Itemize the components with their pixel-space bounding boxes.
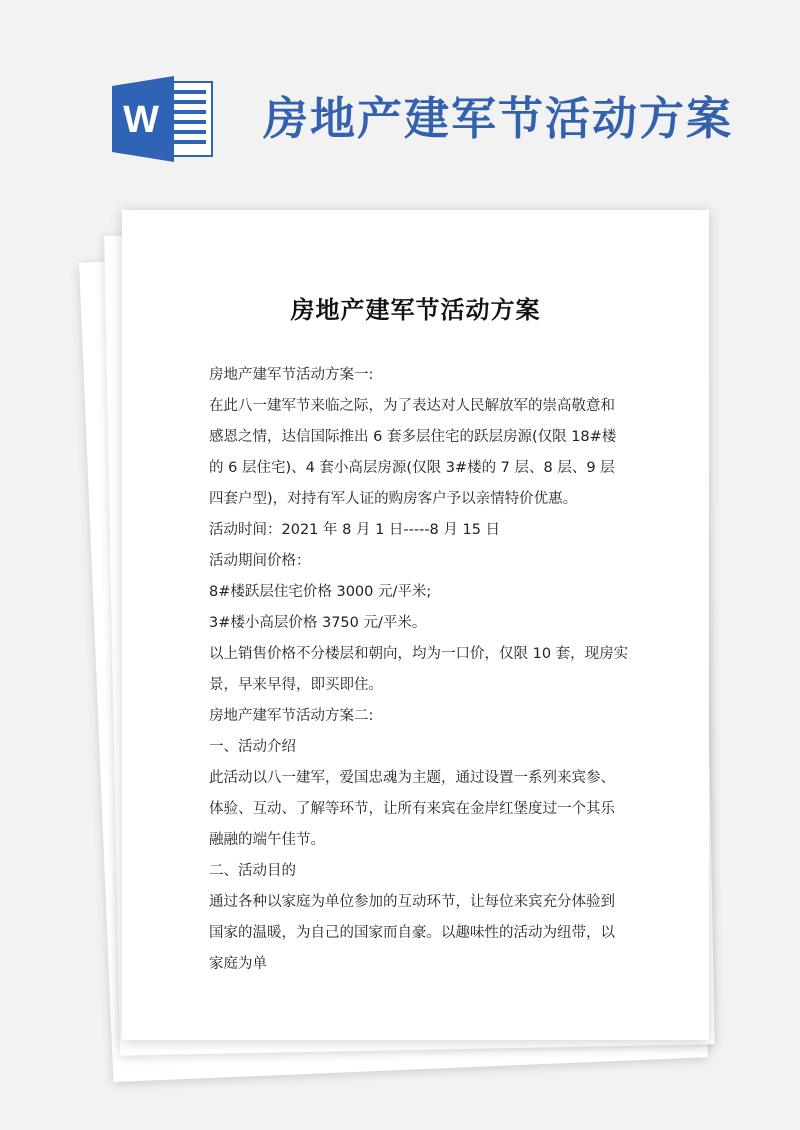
paragraph: 通过各种以家庭为单位参加的互动环节，让每位来宾充分体验到国家的温暖，为自己的国家而自豪。以趣味性的活动为纽带，以家庭为单 xyxy=(209,894,615,972)
word-icon xyxy=(112,76,214,162)
document-page xyxy=(122,210,709,1040)
paragraph: 3#楼小高层价格 3750 元/平米。 xyxy=(209,615,427,631)
word-icon-letter: W xyxy=(123,99,159,141)
paragraph: 在此八一建军节来临之际，为了表达对人民解放军的崇高敬意和感恩之情，达信国际推出 6 套多层住宅的跃层房源(仅限 18#楼的 6 层住宅)、4 套小高层房源(仅限 3#楼的 7 层、8 层、9 层四套户型)，对持有军人证的购房客户予以亲情特价优惠。 xyxy=(209,398,617,507)
paragraph: 此活动以八一建军，爱国忠魂为主题，通过设置一系列来宾参、体验、互动、了解等环节，让所有来宾在金岸红堡度过一个其乐融融的端午佳节。 xyxy=(209,770,615,848)
document-body xyxy=(209,360,629,980)
document-title: 房地产建军节活动方案 xyxy=(290,296,541,324)
paragraph: 活动时间：2021 年 8 月 1 日-----8 月 15 日 xyxy=(209,522,501,538)
paragraph: 活动期间价格： xyxy=(209,553,311,569)
paragraph: 房地产建军节活动方案二: xyxy=(209,708,374,724)
paragraph: 一、活动介绍 xyxy=(209,739,296,755)
page-title: 房地产建军节活动方案 xyxy=(263,92,734,145)
paragraph: 8#楼跃层住宅价格 3000 元/平米; xyxy=(209,584,432,600)
paragraph: 房地产建军节活动方案一: xyxy=(209,367,374,383)
paragraph: 二、活动目的 xyxy=(209,863,296,879)
paragraph: 以上销售价格不分楼层和朝向，均为一口价，仅限 10 套，现房实景，早来早得，即买即住。 xyxy=(209,646,629,693)
